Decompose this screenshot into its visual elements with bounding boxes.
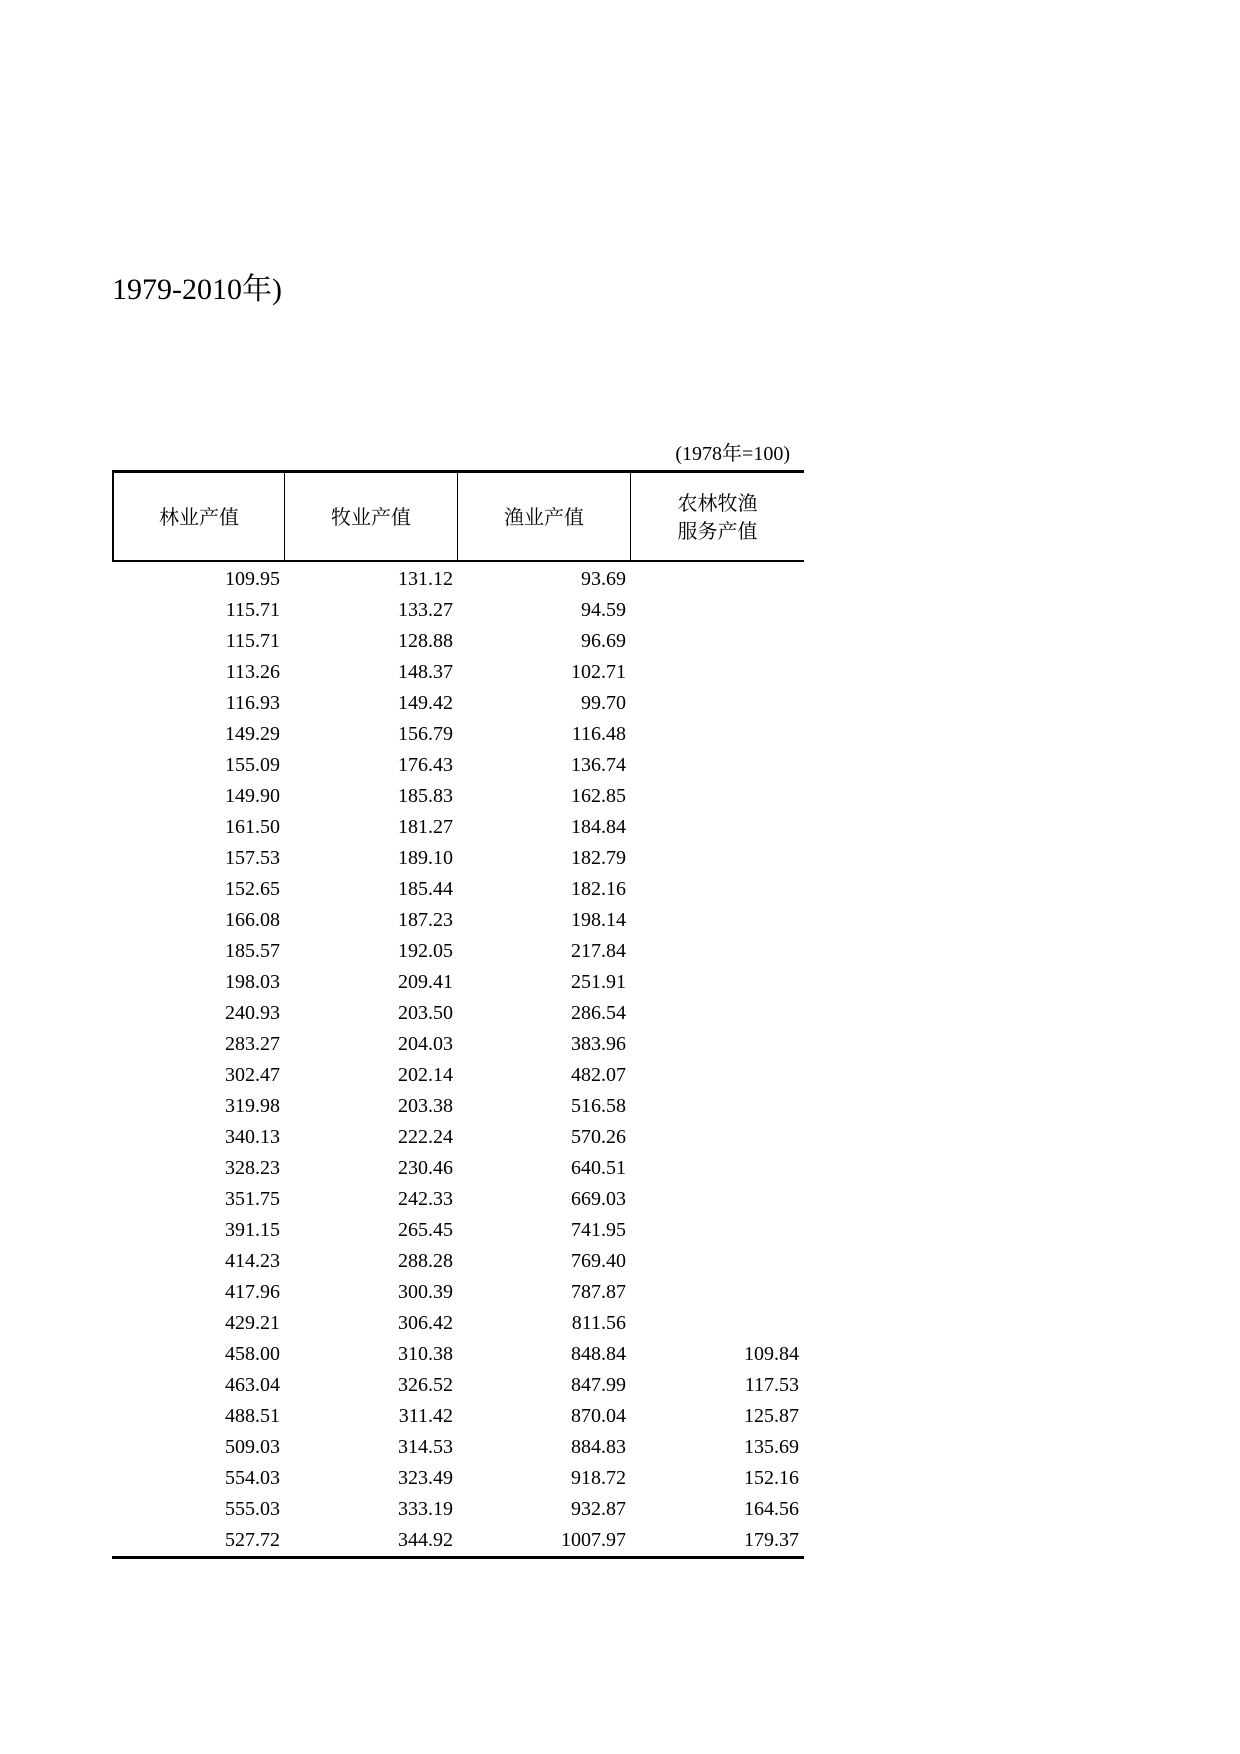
table-row <box>112 688 804 719</box>
table-cell-services <box>631 1091 804 1122</box>
table-cell-services <box>631 1060 804 1091</box>
table-cell-forestry: 302.47 <box>225 1064 280 1086</box>
table-row <box>112 626 804 657</box>
table-cell-forestry: 113.26 <box>225 661 280 683</box>
table-cell-services <box>631 843 804 874</box>
table-cell-livestock: 133.27 <box>398 599 453 621</box>
table-row <box>112 1246 804 1277</box>
header-services: 农林牧渔 服务产值 <box>677 490 758 543</box>
table-cell-fishery: 847.99 <box>571 1374 626 1396</box>
table-cell-forestry: 109.95 <box>225 568 280 590</box>
table-row <box>112 595 804 626</box>
table-cell-forestry: 155.09 <box>225 754 280 776</box>
table-row <box>112 1308 804 1339</box>
table-row <box>112 1277 804 1308</box>
table-cell-forestry: 340.13 <box>225 1126 280 1148</box>
table-cell-services <box>631 936 804 967</box>
table-cell-services <box>631 750 804 781</box>
table-row <box>112 967 804 998</box>
header-livestock: 牧业产值 <box>285 473 458 560</box>
table-cell-fishery: 884.83 <box>571 1436 626 1458</box>
table-cell-fishery: 162.85 <box>571 785 626 807</box>
table-cell-forestry: 240.93 <box>225 1002 280 1024</box>
table-cell-livestock: 185.83 <box>398 785 453 807</box>
table-body <box>112 562 804 1559</box>
table-cell-forestry: 319.98 <box>225 1095 280 1117</box>
table-cell-services: 117.53 <box>744 1374 799 1396</box>
table-cell-fishery: 870.04 <box>571 1405 626 1427</box>
table-cell-services <box>631 998 804 1029</box>
table-cell-livestock: 311.42 <box>398 1405 453 1427</box>
table-cell-forestry: 115.71 <box>225 599 280 621</box>
table-row <box>112 1463 804 1494</box>
data-table <box>112 470 804 1559</box>
table-cell-fishery: 848.84 <box>571 1343 626 1365</box>
table-cell-fishery: 198.14 <box>571 909 626 931</box>
table-cell-services: 179.37 <box>744 1529 799 1551</box>
table-cell-forestry: 554.03 <box>225 1467 280 1489</box>
table-cell-services <box>631 1029 804 1060</box>
table-cell-fishery: 184.84 <box>571 816 626 838</box>
page-title: 1979-2010年) <box>112 273 282 306</box>
table-cell-fishery: 182.16 <box>571 878 626 900</box>
table-cell-fishery: 217.84 <box>571 940 626 962</box>
table-cell-forestry: 458.00 <box>225 1343 280 1365</box>
table-cell-livestock: 149.42 <box>398 692 453 714</box>
table-row <box>112 1525 804 1556</box>
table-cell-forestry: 351.75 <box>225 1188 280 1210</box>
table-cell-services <box>631 1308 804 1339</box>
table-cell-forestry: 555.03 <box>225 1498 280 1520</box>
table-cell-forestry: 414.23 <box>225 1250 280 1272</box>
header-fishery: 渔业产值 <box>458 473 631 560</box>
table-cell-livestock: 176.43 <box>398 754 453 776</box>
table-cell-services: 125.87 <box>744 1405 799 1427</box>
table-row <box>112 1370 804 1401</box>
table-cell-services <box>631 595 804 626</box>
table-header <box>112 470 804 562</box>
table-cell-forestry: 115.71 <box>225 630 280 652</box>
table-row <box>112 905 804 936</box>
table-cell-livestock: 344.92 <box>398 1529 453 1551</box>
table-row <box>112 1060 804 1091</box>
table-cell-fishery: 669.03 <box>571 1188 626 1210</box>
table-cell-livestock: 242.33 <box>398 1188 453 1210</box>
table-cell-forestry: 328.23 <box>225 1157 280 1179</box>
table-cell-forestry: 116.93 <box>225 692 280 714</box>
table-cell-forestry: 391.15 <box>225 1219 280 1241</box>
table-cell-fishery: 640.51 <box>571 1157 626 1179</box>
table-cell-services <box>631 1184 804 1215</box>
table-cell-fishery: 918.72 <box>571 1467 626 1489</box>
table-row <box>112 564 804 595</box>
table-cell-fishery: 769.40 <box>571 1250 626 1272</box>
table-cell-fishery: 741.95 <box>571 1219 626 1241</box>
header-forestry: 林业产值 <box>112 473 285 560</box>
table-cell-livestock: 203.38 <box>398 1095 453 1117</box>
table-cell-fishery: 99.70 <box>581 692 626 714</box>
table-cell-livestock: 265.45 <box>398 1219 453 1241</box>
table-cell-fishery: 482.07 <box>571 1064 626 1086</box>
table-cell-forestry: 185.57 <box>225 940 280 962</box>
table-row <box>112 1401 804 1432</box>
table-cell-forestry: 149.29 <box>225 723 280 745</box>
table-cell-services <box>631 1153 804 1184</box>
table-cell-livestock: 148.37 <box>398 661 453 683</box>
table-cell-services <box>631 874 804 905</box>
table-cell-forestry: 149.90 <box>225 785 280 807</box>
table-cell-fishery: 383.96 <box>571 1033 626 1055</box>
table-cell-services: 135.69 <box>744 1436 799 1458</box>
table-cell-livestock: 187.23 <box>398 909 453 931</box>
table-cell-livestock: 202.14 <box>398 1064 453 1086</box>
table-cell-livestock: 203.50 <box>398 1002 453 1024</box>
table-cell-forestry: 198.03 <box>225 971 280 993</box>
table-cell-fishery: 102.71 <box>571 661 626 683</box>
table-cell-livestock: 189.10 <box>398 847 453 869</box>
table-cell-services <box>631 719 804 750</box>
table-row <box>112 1153 804 1184</box>
table-cell-fishery: 286.54 <box>571 1002 626 1024</box>
table-cell-fishery: 96.69 <box>581 630 626 652</box>
table-cell-livestock: 288.28 <box>398 1250 453 1272</box>
table-cell-fishery: 1007.97 <box>561 1529 626 1551</box>
table-cell-livestock: 326.52 <box>398 1374 453 1396</box>
table-cell-livestock: 310.38 <box>398 1343 453 1365</box>
table-cell-livestock: 192.05 <box>398 940 453 962</box>
table-cell-livestock: 131.12 <box>398 568 453 590</box>
table-cell-livestock: 156.79 <box>398 723 453 745</box>
table-cell-livestock: 314.53 <box>398 1436 453 1458</box>
table-row <box>112 1091 804 1122</box>
table-cell-services <box>631 781 804 812</box>
table-row <box>112 1432 804 1463</box>
table-cell-services <box>631 626 804 657</box>
table-cell-forestry: 509.03 <box>225 1436 280 1458</box>
table-row <box>112 843 804 874</box>
table-cell-fishery: 932.87 <box>571 1498 626 1520</box>
unit-note: (1978年=100) <box>675 443 790 465</box>
table-cell-services: 152.16 <box>744 1467 799 1489</box>
table-cell-fishery: 570.26 <box>571 1126 626 1148</box>
table-cell-services <box>631 905 804 936</box>
table-cell-services <box>631 564 804 595</box>
table-cell-services <box>631 657 804 688</box>
table-row <box>112 998 804 1029</box>
table-row <box>112 1494 804 1525</box>
table-row <box>112 1215 804 1246</box>
table-row <box>112 781 804 812</box>
table-cell-fishery: 516.58 <box>571 1095 626 1117</box>
table-cell-livestock: 323.49 <box>398 1467 453 1489</box>
table-cell-fishery: 251.91 <box>571 971 626 993</box>
table-row <box>112 719 804 750</box>
table-row <box>112 657 804 688</box>
table-row <box>112 1339 804 1370</box>
table-row <box>112 874 804 905</box>
table-cell-livestock: 185.44 <box>398 878 453 900</box>
table-cell-forestry: 463.04 <box>225 1374 280 1396</box>
table-row <box>112 936 804 967</box>
table-cell-forestry: 283.27 <box>225 1033 280 1055</box>
table-row <box>112 1122 804 1153</box>
table-cell-services: 109.84 <box>744 1343 799 1365</box>
table-cell-fishery: 811.56 <box>571 1312 626 1334</box>
table-cell-forestry: 488.51 <box>225 1405 280 1427</box>
table-row <box>112 1184 804 1215</box>
table-cell-livestock: 306.42 <box>398 1312 453 1334</box>
table-cell-services <box>631 1246 804 1277</box>
table-cell-forestry: 417.96 <box>225 1281 280 1303</box>
table-cell-livestock: 128.88 <box>398 630 453 652</box>
table-cell-forestry: 429.21 <box>225 1312 280 1334</box>
table-row <box>112 750 804 781</box>
table-cell-livestock: 209.41 <box>398 971 453 993</box>
table-cell-fishery: 136.74 <box>571 754 626 776</box>
table-cell-services: 164.56 <box>744 1498 799 1520</box>
table-cell-livestock: 222.24 <box>398 1126 453 1148</box>
table-cell-services <box>631 967 804 998</box>
table-row <box>112 1029 804 1060</box>
table-cell-services <box>631 1215 804 1246</box>
table-cell-livestock: 300.39 <box>398 1281 453 1303</box>
table-cell-fishery: 116.48 <box>571 723 626 745</box>
table-row <box>112 812 804 843</box>
table-cell-forestry: 157.53 <box>225 847 280 869</box>
table-cell-fishery: 182.79 <box>571 847 626 869</box>
table-cell-services <box>631 688 804 719</box>
table-cell-fishery: 787.87 <box>571 1281 626 1303</box>
table-cell-services <box>631 812 804 843</box>
table-cell-services <box>631 1122 804 1153</box>
table-cell-fishery: 94.59 <box>581 599 626 621</box>
table-cell-fishery: 93.69 <box>581 568 626 590</box>
table-cell-forestry: 166.08 <box>225 909 280 931</box>
table-cell-services <box>631 1277 804 1308</box>
table-cell-livestock: 181.27 <box>398 816 453 838</box>
table-cell-livestock: 230.46 <box>398 1157 453 1179</box>
table-cell-livestock: 204.03 <box>398 1033 453 1055</box>
table-cell-forestry: 161.50 <box>225 816 280 838</box>
table-cell-livestock: 333.19 <box>398 1498 453 1520</box>
table-cell-forestry: 527.72 <box>225 1529 280 1551</box>
table-cell-forestry: 152.65 <box>225 878 280 900</box>
